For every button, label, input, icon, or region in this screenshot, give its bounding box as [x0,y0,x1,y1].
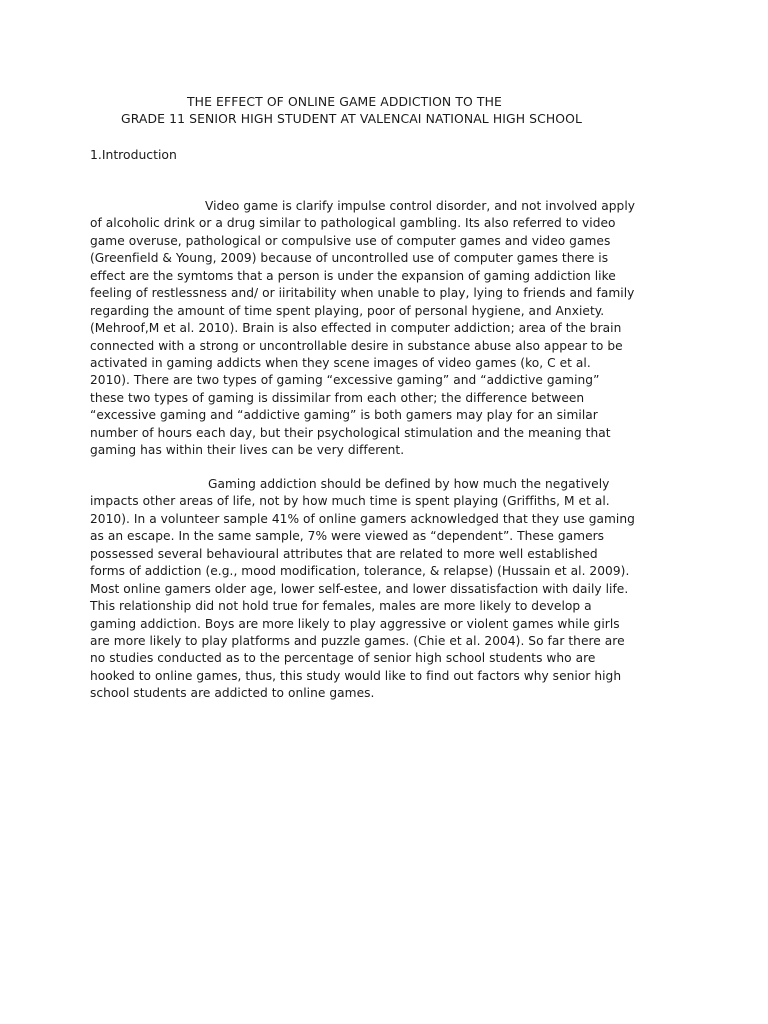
paragraph-line: impacts other areas of life, not by how much time is spent playing (Griffiths, M et al. [90,494,610,509]
paragraph-line: number of hours each day, but their psychological stimulation and the meaning that [90,425,611,440]
paragraph-line: possessed several behavioural attributes that are related to more well established [90,546,598,561]
paragraph-line: activated in gaming addicts when they scene images of video games (ko, C et al. [90,355,591,370]
paragraph-line: Gaming addiction should be defined by how much the negatively [208,477,610,491]
paragraph-line: regarding the amount of time spent playing, poor of personal hygiene, and Anxiety. [90,303,605,318]
paragraph-line: these two types of gaming is dissimilar from each other; the difference between [90,390,585,405]
paragraph-line: 2010). In a volunteer sample 41% of online gamers acknowledged that they use gaming [90,511,635,526]
paragraph-line: connected with a strong or uncontrollable desire in substance abuse also appear to be [90,338,623,353]
paragraph-line: effect are the symtoms that a person is under the expansion of gaming addiction like [90,268,616,283]
paragraph-line: no studies conducted as to the percentage of senior high school students who are [90,651,596,666]
paragraph-line: gaming addiction. Boys are more likely to play aggressive or violent games while girls [90,616,620,631]
paragraph-line: (Greenfield & Young, 2009) because of uncontrolled use of computer games there is [90,251,609,266]
paragraph-line: 2010). There are two types of gaming “excessive gaming” and “addictive gaming” [90,373,600,388]
paragraph-line: (Mehroof,M et al. 2010). Brain is also effected in computer addiction; area of the brain [90,321,622,336]
paragraph-line: are more likely to play platforms and puzzle games. (Chie et al. 2004). So far there are [90,633,625,648]
document-title-line-2: GRADE 11 SENIOR HIGH STUDENT AT VALENCAI NATIONAL HIGH SCHOOL [121,111,583,126]
section-heading: 1.Introduction [90,147,177,162]
paragraph-line: game overuse, pathological or compulsive use of computer games and video games [90,233,611,248]
paragraph-line: Most online gamers older age, lower self-estee, and lower dissatisfaction with daily life. [90,581,629,596]
paragraph-line: hooked to online games, thus, this study would like to find out factors why senior high [90,668,622,683]
paragraph-line: gaming has within their lives can be very different. [90,443,405,458]
paragraph-line: feeling of restlessness and/ or iiritability when unable to play, lying to friends and family [90,286,635,301]
paragraph-line: as an escape. In the same sample, 7% were viewed as “dependent”. These gamers [90,529,605,544]
paragraph-line: forms of addiction (e.g., mood modification, tolerance, & relapse) (Hussain et al. 2009). [90,564,630,579]
paragraph-2 [90,476,690,703]
paragraph-line: Video game is clarify impulse control disorder, and not involved apply [205,199,636,213]
paragraph-line: “excessive gaming and “addictive gaming” is both gamers may play for an similar [90,408,598,423]
document-title-line-1: THE EFFECT OF ONLINE GAME ADDICTION TO THE [187,94,502,109]
paragraph-1 [90,198,690,460]
paragraph-line: This relationship did not hold true for females, males are more likely to develop a [90,599,592,614]
paragraph-line: school students are addicted to online games. [90,686,375,701]
paragraph-line: of alcoholic drink or a drug similar to pathological gambling. Its also referred to video [90,216,616,231]
